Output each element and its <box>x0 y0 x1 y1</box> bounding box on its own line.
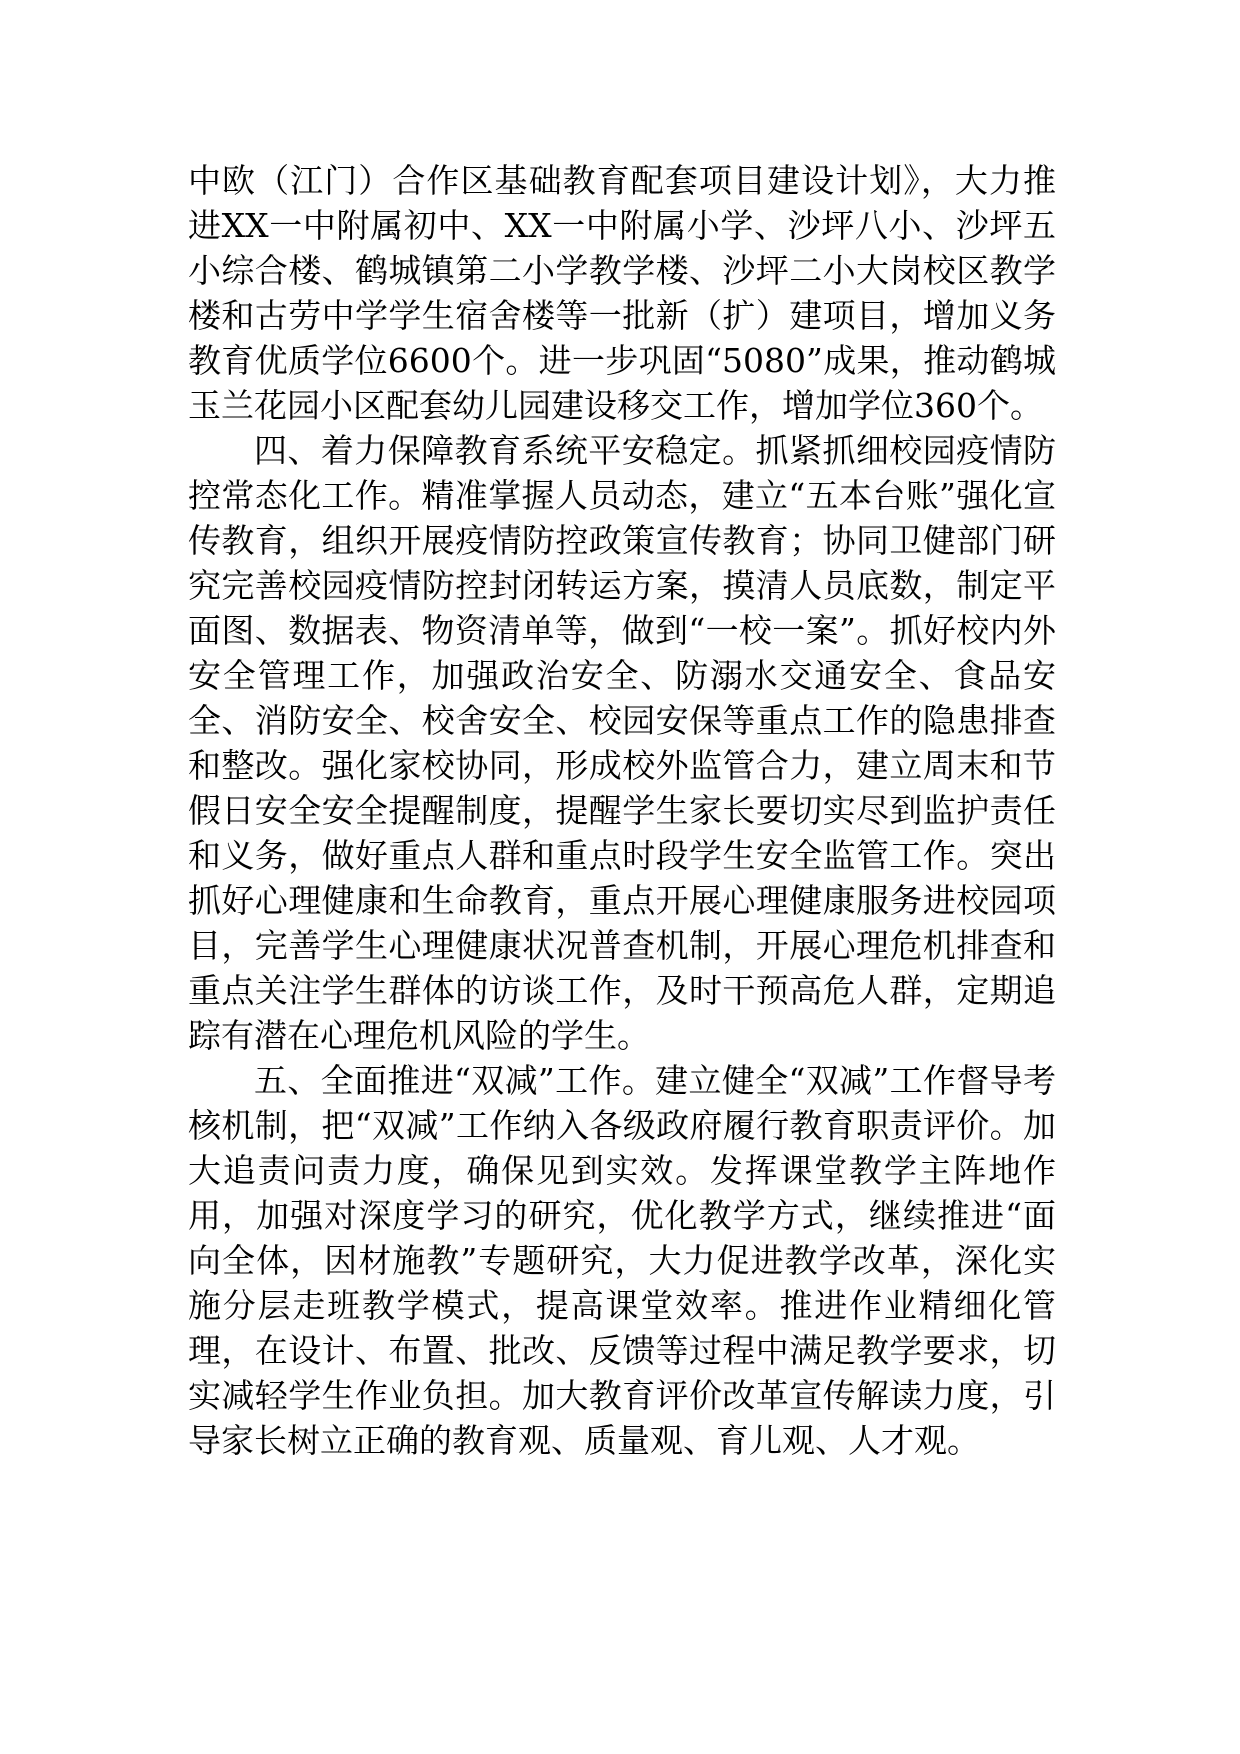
document-body <box>188 158 1056 1463</box>
paragraph-section-four: 四、着力保障教育系统平安稳定。抓紧抓细校园疫情防控常态化工作。精准掌握人员动态，建立“五本台账”强化宣传教育，组织开展疫情防控政策宣传教育；协同卫健部门研究完善校园疫情防控封闭转运方案，摸清人员底数，制定平面图、数据表、物资清单等，做到“一校一案”。抓好校内外安全管理工作，加强政治安全、防溺水交通安全、食品安全、消防安全、校舍安全、校园安保等重点工作的隐患排查和整改。强化家校协同，形成校外监管合力，建立周末和节假日安全安全提醒制度，提醒学生家长要切实尽到监护责任和义务，做好重点人群和重点时段学生安全监管工作。突出抓好心理健康和生命教育，重点开展心理健康服务进校园项目，完善学生心理健康状况普查机制，开展心理危机排查和重点关注学生群体的访谈工作，及时干预高危人群，定期追踪有潜在心理危机风险的学生。 <box>188 431 1056 1055</box>
paragraph-continuation: 中欧（江门）合作区基础教育配套项目建设计划》，大力推进XX一中附属初中、XX一中附属小学、沙坪八小、沙坪五小综合楼、鹤城镇第二小学教学楼、沙坪二小大岗校区教学楼和古劳中学学生宿舍楼等一批新（扩）建项目，增加义务教育优质学位6600个。进一步巩固“5080”成果，推动鹤城玉兰花园小区配套幼儿园建设移交工作，增加学位360个。 <box>188 161 1056 425</box>
paragraph-section-five: 五、全面推进“双减”工作。建立健全“双减”工作督导考核机制，把“双减”工作纳入各级政府履行教育职责评价。加大追责问责力度，确保见到实效。发挥课堂教学主阵地作用，加强对深度学习的研究，优化教学方式，继续推进“面向全体，因材施教”专题研究，大力促进教学改革，深化实施分层走班教学模式，提高课堂效率。推进作业精细化管理，在设计、布置、批改、反馈等过程中满足教学要求，切实减轻学生作业负担。加大教育评价改革宣传解读力度，引导家长树立正确的教育观、质量观、育儿观、人才观。 <box>188 1061 1056 1460</box>
